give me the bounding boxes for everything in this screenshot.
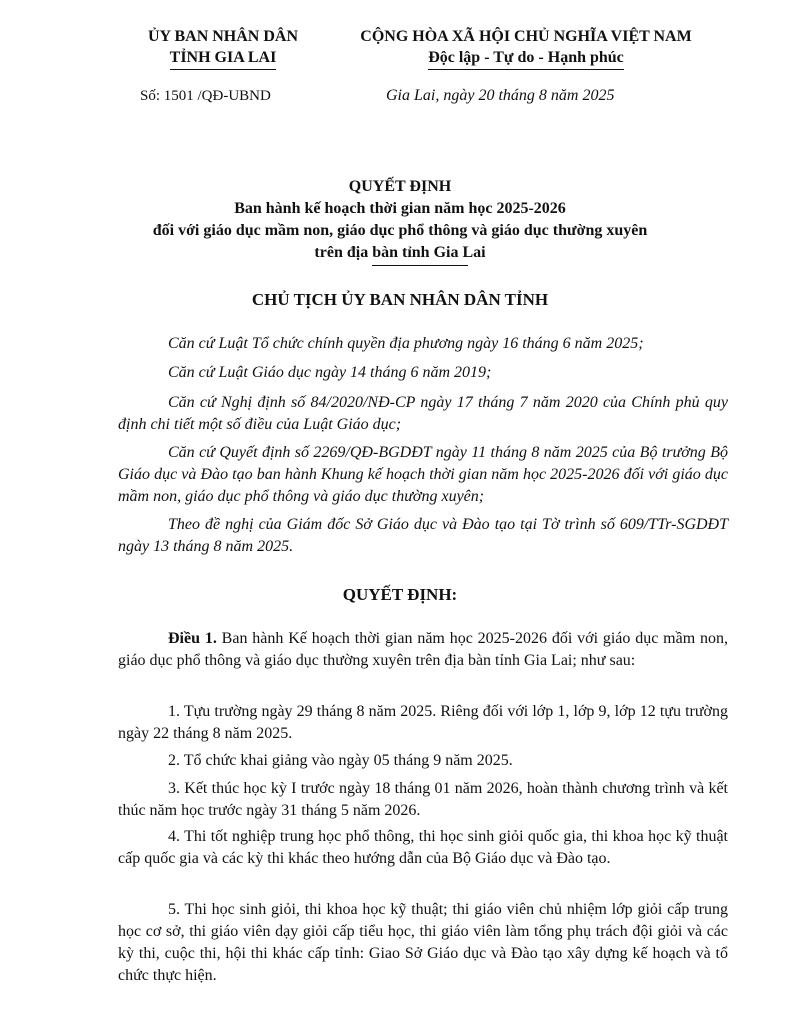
- list-item: 2. Tổ chức khai giảng vào ngày 05 tháng 9 năm 2025.: [168, 752, 513, 769]
- legal-basis-4: Căn cứ Quyết định số 2269/QĐ-BGDĐT ngày 11 tháng 8 năm 2025 của Bộ trưởng Bộ Giáo dục và Đào tạo ban hành Khung kế hoạch thời gian năm học 2025-2026 đối với giáo dục mầm non, giáo dục phổ thông và giáo dục thường xuyên;: [118, 444, 728, 505]
- place-date: Gia Lai, ngày 20 tháng 8 năm 2025: [386, 87, 615, 104]
- article-1-label: Điều 1.: [168, 630, 217, 647]
- legal-basis-5: Theo đề nghị của Giám đốc Sở Giáo dục và Đào tạo tại Tờ trình số 609/TTr-SGDĐT ngày 13 tháng 8 năm 2025.: [118, 516, 728, 555]
- document-title: QUYẾT ĐỊNH: [348, 178, 452, 195]
- document-subtitle-1: Ban hành kế hoạch thời gian năm học 2025-2026: [234, 200, 566, 217]
- decision-heading: QUYẾT ĐỊNH:: [342, 585, 458, 604]
- nation-motto: Độc lập - Tự do - Hạnh phúc: [428, 47, 624, 70]
- list-item: 3. Kết thúc học kỳ I trước ngày 18 tháng 01 năm 2026, hoàn thành chương trình và kết thúc năm học trước ngày 31 tháng 5 năm 2026.: [118, 780, 728, 819]
- list-item: 1. Tựu trường ngày 29 tháng 8 năm 2025. Riêng đối với lớp 1, lớp 9, lớp 12 tựu trường ngày 22 tháng 8 năm 2025.: [118, 703, 728, 742]
- title-underline: [372, 265, 468, 266]
- document-subtitle-2: đối với giáo dục mầm non, giáo dục phổ thông và giáo dục thường xuyên: [152, 222, 648, 239]
- legal-basis-1: Căn cứ Luật Tổ chức chính quyền địa phương ngày 16 tháng 6 năm 2025;: [168, 335, 644, 352]
- article-1-text: Ban hành Kế hoạch thời gian năm học 2025-2026 đối với giáo dục mầm non, giáo dục phổ thông và giáo dục thường xuyên trên địa bàn tỉnh Gia Lai; như sau:: [118, 630, 728, 669]
- document-number: Số: 1501 /QĐ-UBND: [140, 88, 271, 104]
- agency-header: [118, 26, 328, 70]
- nation-header: [330, 26, 722, 70]
- list-item: 4. Thi tốt nghiệp trung học phổ thông, thi học sinh giỏi quốc gia, thi khoa học kỹ thuật cấp quốc gia và các kỳ thi khác theo hướng dẫn của Bộ Giáo dục và Đào tạo.: [118, 828, 728, 867]
- issuing-authority: CHỦ TỊCH ỦY BAN NHÂN DÂN TỈNH: [251, 290, 549, 309]
- legal-basis-3: Căn cứ Nghị định số 84/2020/NĐ-CP ngày 17 tháng 7 năm 2020 của Chính phủ quy định chi tiết một số điều của Luật Giáo dục;: [118, 394, 728, 433]
- article-1: [118, 628, 728, 672]
- legal-basis-2: Căn cứ Luật Giáo dục ngày 14 tháng 6 năm 2019;: [168, 364, 492, 381]
- list-item: 5. Thi học sinh giỏi, thi khoa học kỹ thuật; thi giáo viên chủ nhiệm lớp giỏi cấp trung học cơ sở, thi giáo viên dạy giỏi cấp tiểu học, thi giáo viên làm tổng phụ trách đội giỏi và các kỳ thi, cuộc thi, hội thi khác cấp tỉnh: Giao Sở Giáo dục và Đào tạo xây dựng kế hoạch và tổ chức thực hiện.: [118, 901, 728, 984]
- agency-line2: TỈNH GIA LAI: [170, 47, 277, 70]
- nation-line1: CỘNG HÒA XÃ HỘI CHỦ NGHĨA VIỆT NAM: [360, 28, 692, 45]
- document-subtitle-3: trên địa bàn tỉnh Gia Lai: [314, 244, 486, 261]
- agency-line1: ỦY BAN NHÂN DÂN: [147, 28, 299, 45]
